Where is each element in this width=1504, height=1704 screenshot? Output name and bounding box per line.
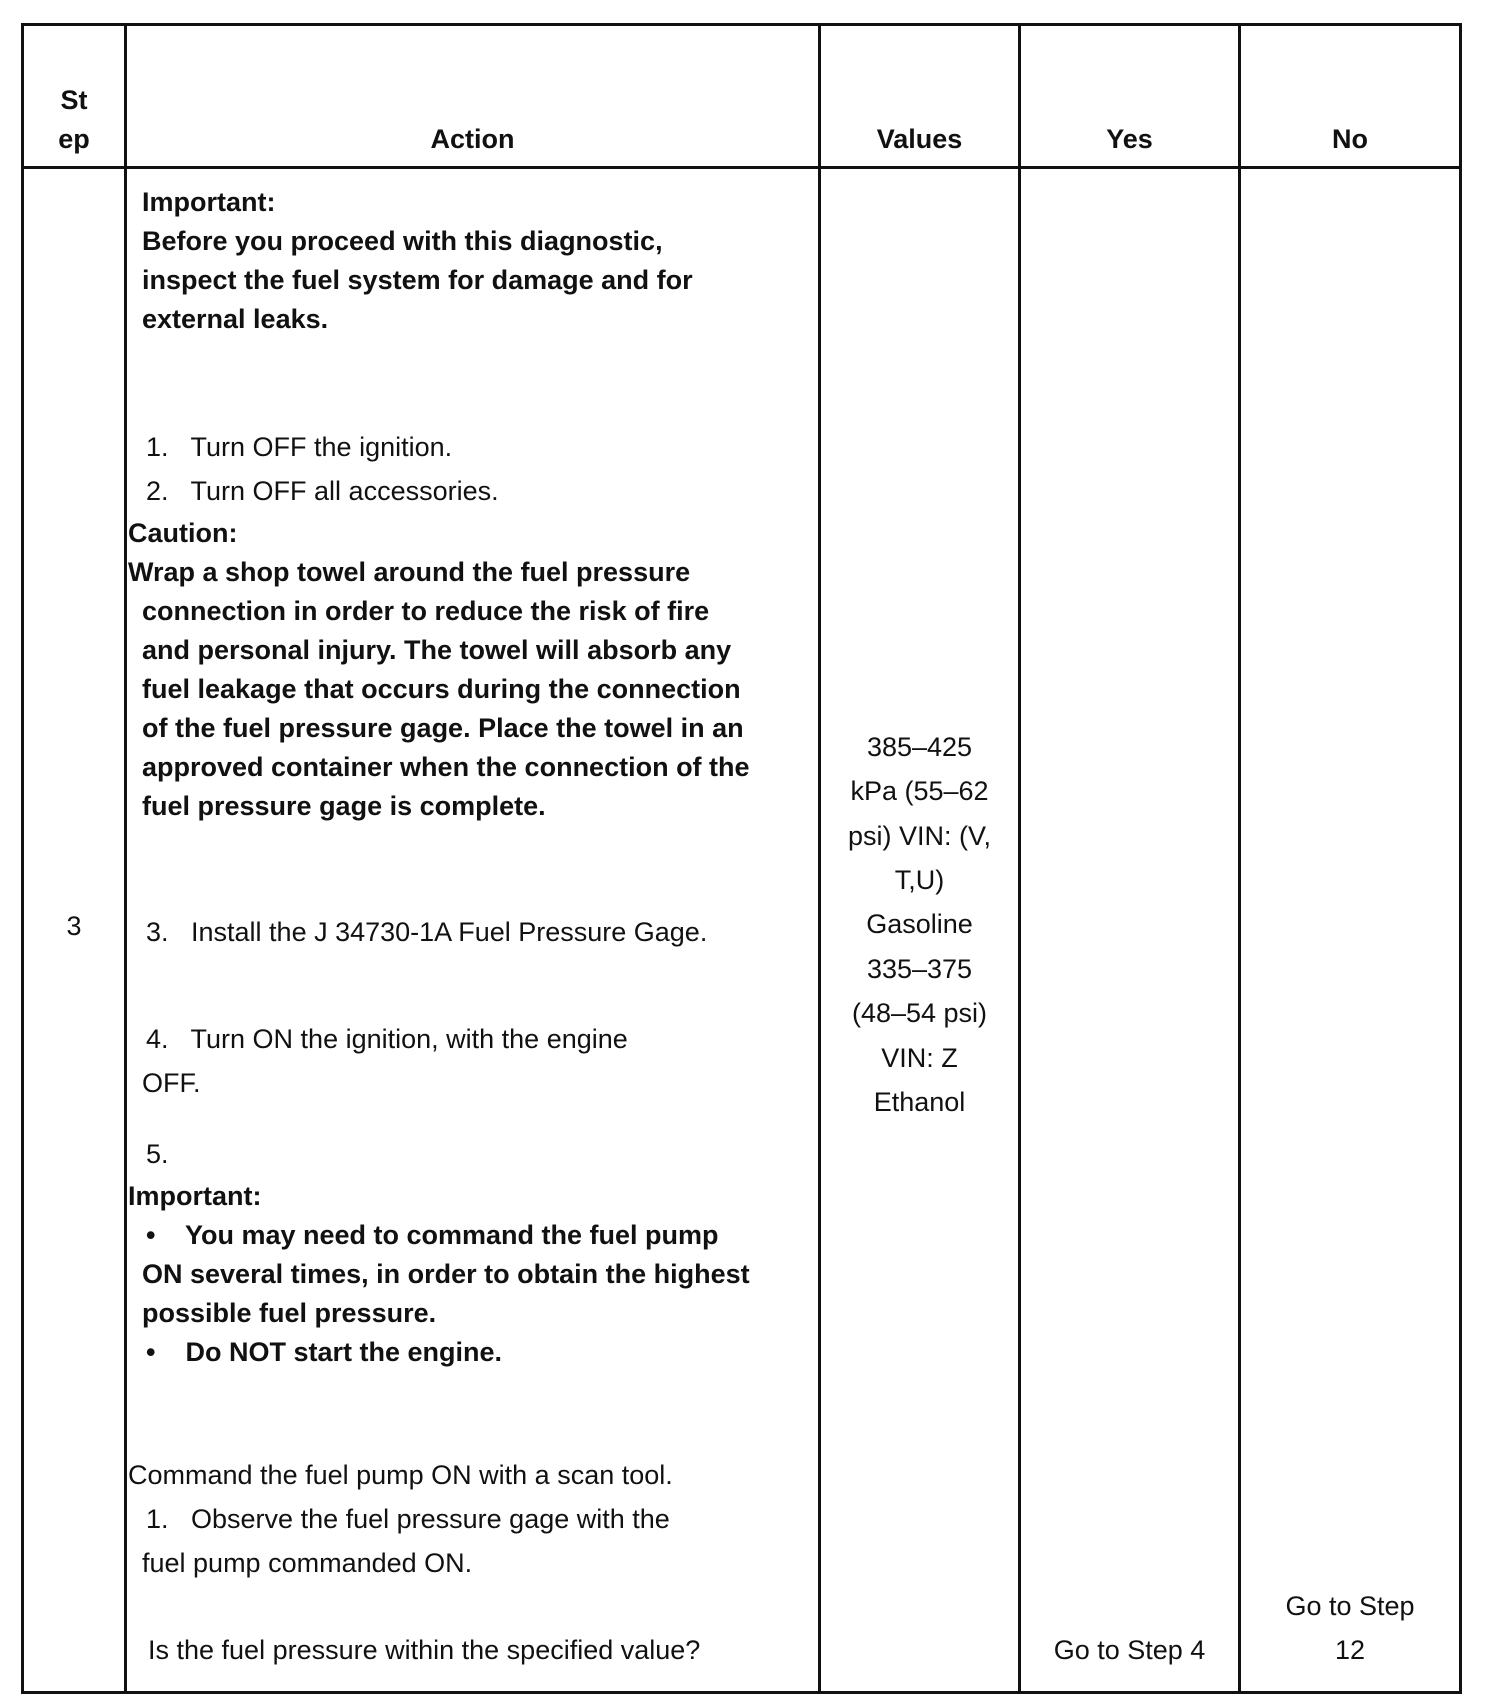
bullet-item: • You may need to command the fuel pump bbox=[146, 1220, 719, 1250]
caution-heading: Caution: bbox=[128, 518, 238, 548]
caution-line: and personal injury. The towel will absorb any bbox=[142, 635, 732, 665]
caution-line: fuel leakage that occurs during the connection bbox=[142, 674, 741, 704]
action-step-4: 4. Turn ON the ignition, with the engine bbox=[146, 1024, 628, 1054]
action-line: external leaks. bbox=[142, 304, 329, 334]
value-line: 335–375 bbox=[866, 954, 973, 984]
caution-line: connection in order to reduce the risk of fire bbox=[142, 596, 710, 626]
action-step-2: 2. Turn OFF all accessories. bbox=[146, 476, 499, 506]
col-divider-yes bbox=[1238, 24, 1241, 1694]
action-line: inspect the fuel system for damage and for bbox=[142, 265, 693, 295]
value-line: Ethanol bbox=[873, 1087, 966, 1117]
header-step-line1: St bbox=[60, 85, 88, 115]
bullet-item: • Do NOT start the engine. bbox=[146, 1337, 502, 1367]
action-step-5: 5. bbox=[146, 1139, 169, 1169]
caution-line: fuel pressure gage is complete. bbox=[142, 791, 546, 821]
col-divider-values bbox=[1018, 24, 1021, 1694]
action-line: possible fuel pressure. bbox=[142, 1298, 437, 1328]
step-number: 3 bbox=[66, 911, 82, 941]
value-line: T,U) bbox=[894, 865, 945, 895]
important-heading: Important: bbox=[128, 1181, 262, 1211]
header-values: Values bbox=[876, 124, 963, 154]
table-border-top bbox=[21, 23, 1462, 26]
caution-line: Wrap a shop towel around the fuel pressure bbox=[128, 557, 691, 587]
value-line: Gasoline bbox=[866, 909, 973, 939]
value-line: (48–54 psi) bbox=[851, 998, 988, 1028]
value-line: 385–425 bbox=[866, 732, 973, 762]
no-result-line2: 12 bbox=[1334, 1635, 1366, 1665]
question: Is the fuel pressure within the specified value? bbox=[148, 1635, 701, 1665]
caution-line: approved container when the connection of the bbox=[142, 752, 750, 782]
header-action: Action bbox=[430, 124, 515, 154]
action-step-1b: 1. Observe the fuel pressure gage with the bbox=[146, 1504, 670, 1534]
action-step-1: 1. Turn OFF the ignition. bbox=[146, 432, 453, 462]
action-line: fuel pump commanded ON. bbox=[142, 1548, 473, 1578]
action-line: Before you proceed with this diagnostic, bbox=[142, 226, 663, 256]
value-line: psi) VIN: (V, bbox=[847, 821, 992, 851]
important-heading: Important: bbox=[142, 187, 276, 217]
header-no: No bbox=[1332, 124, 1368, 154]
table-border-bottom bbox=[21, 1691, 1462, 1694]
header-yes: Yes bbox=[1106, 124, 1153, 154]
table-border-right bbox=[1459, 24, 1462, 1694]
header-divider bbox=[21, 166, 1462, 169]
table-border-left bbox=[21, 24, 24, 1694]
no-result-line1: Go to Step bbox=[1285, 1591, 1415, 1621]
action-line: ON several times, in order to obtain the highest bbox=[142, 1259, 750, 1289]
col-divider-action bbox=[818, 24, 821, 1694]
caution-line: of the fuel pressure gage. Place the towel in an bbox=[142, 713, 744, 743]
header-step-line2: ep bbox=[58, 124, 90, 154]
yes-result: Go to Step 4 bbox=[1053, 1635, 1206, 1665]
value-line: kPa (55–62 bbox=[850, 776, 989, 806]
action-line: OFF. bbox=[142, 1068, 201, 1098]
value-line: VIN: Z bbox=[881, 1043, 958, 1073]
action-line: Command the fuel pump ON with a scan tool. bbox=[128, 1460, 673, 1490]
action-step-3: 3. Install the J 34730-1A Fuel Pressure Gage. bbox=[146, 917, 708, 947]
col-divider-step bbox=[124, 24, 127, 1694]
